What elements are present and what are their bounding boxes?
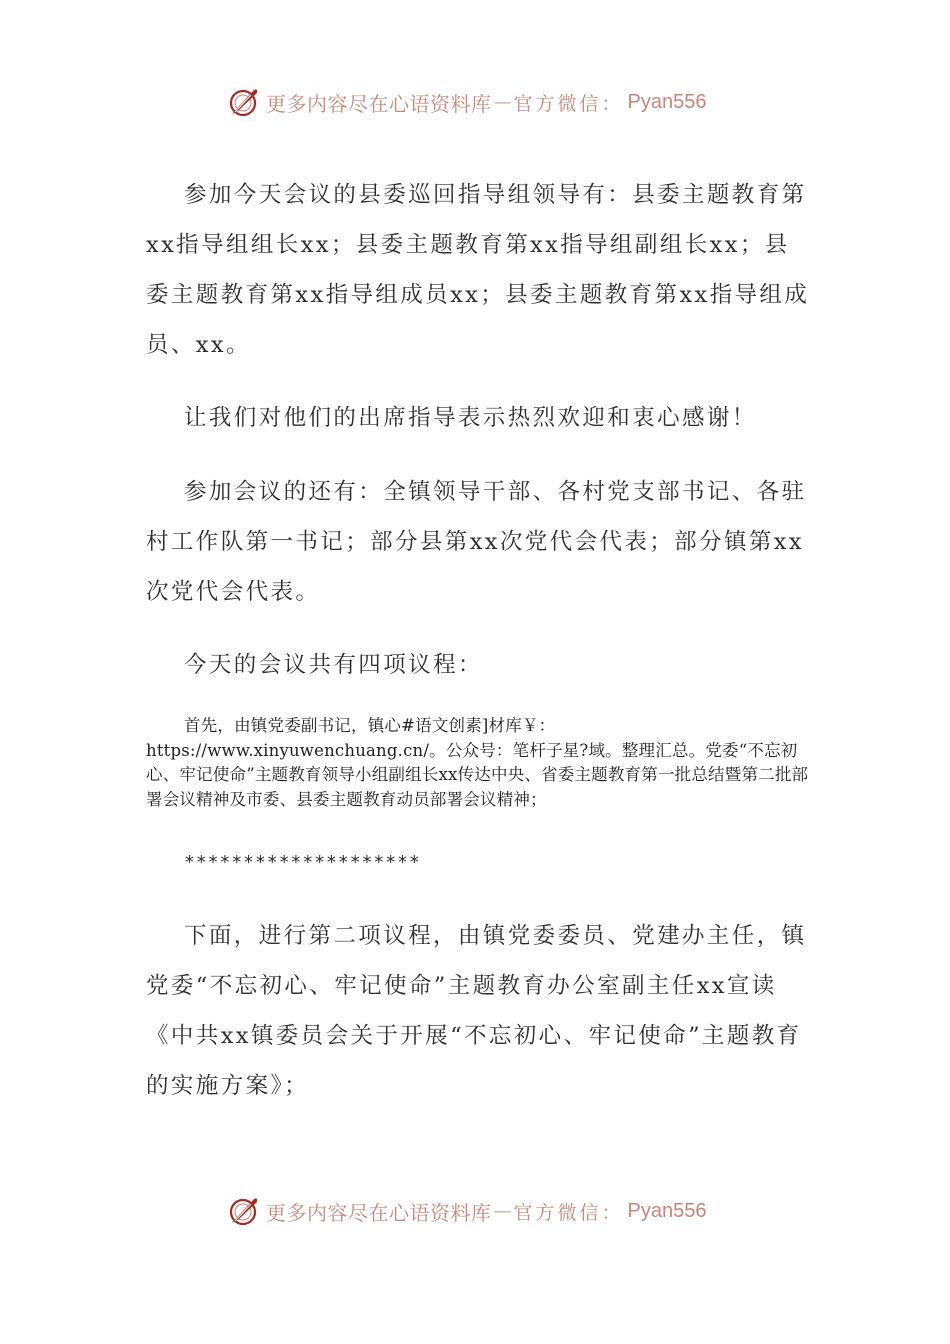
banner-brand-text: 更多内容尽在心语资料库	[266, 1200, 492, 1225]
banner-separator: —	[493, 91, 512, 113]
quill-pen-circle-icon	[226, 84, 262, 120]
footer-watermark-banner	[226, 1191, 706, 1231]
banner-separator: —	[493, 1200, 512, 1222]
paragraph-guidance-leaders: 参加今天会议的县委巡回指导组领导有：县委主题教育第xx指导组组长xx；县委主题教育第xx指导组副组长xx；县委主题教育第xx指导组成员xx；县委主题教育第xx指导组成员、xx。	[146, 182, 810, 358]
banner-brand-text: 更多内容尽在心语资料库	[266, 91, 492, 116]
paragraph-first-agenda-item: 首先，由镇党委副书记，镇心#语文创素]材库￥：https://www.xinyuwenchuang.cn/。公众号：笔杆子星?域。整理汇总。党委“不忘初心、牢记使命”主题教育领导小组副组长xx传达中央、省委主题教育第一批总结暨第二批部署会议精神及市委、县委主题教育动员部署会议精神；	[146, 716, 809, 809]
quill-pen-circle-icon	[226, 1193, 262, 1229]
asterisk-divider: ********************	[184, 852, 421, 873]
paragraph-second-agenda-item: 下面，进行第二项议程，由镇党委委员、党建办主任，镇党委“不忘初心、牢记使命”主题教育办公室副主任xx宣读《中共xx镇委员会关于开展“不忘初心、牢记使命”主题教育的实施方案》；	[146, 923, 807, 1099]
paragraph-welcome-thanks: 让我们对他们的出席指导表示热烈欢迎和衷心感谢！	[184, 405, 757, 431]
paragraph-other-attendees: 参加会议的还有：全镇领导干部、各村党支部书记、各驻村工作队第一书记；部分县第xx次党代会代表；部分镇第xx次党代会代表。	[146, 479, 807, 605]
banner-wechat-id: Pyan556	[627, 90, 707, 113]
header-watermark-banner	[226, 82, 706, 122]
banner-wechat-label: 官方微信：	[513, 1201, 624, 1224]
banner-wechat-label: 官方微信：	[513, 92, 624, 115]
banner-wechat-id: Pyan556	[627, 1199, 707, 1222]
paragraph-agenda-intro: 今天的会议共有四项议程：	[184, 652, 483, 678]
